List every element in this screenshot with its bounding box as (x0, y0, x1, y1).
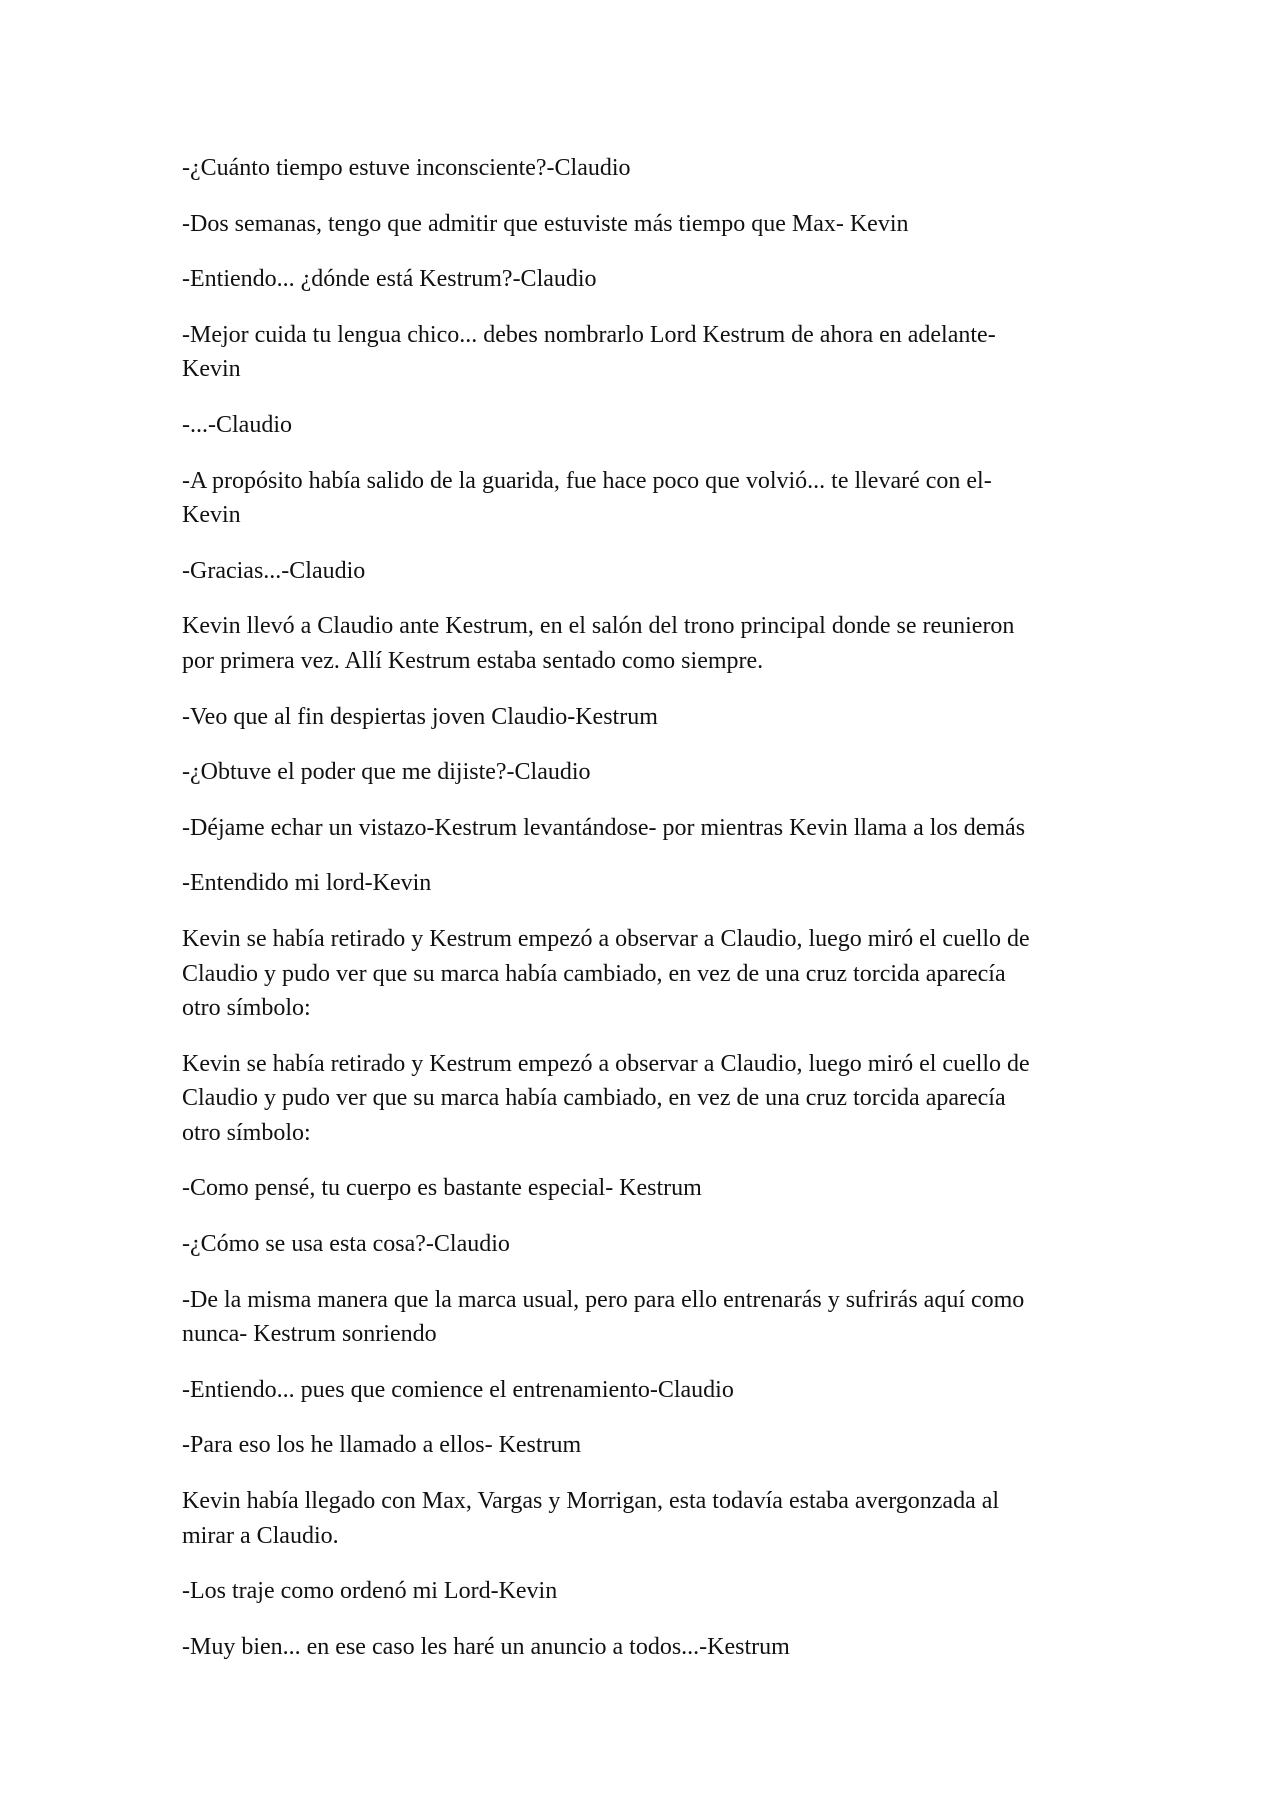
paragraph (182, 318, 1102, 387)
paragraph (182, 1047, 1102, 1151)
text-line: por primera vez. Allí Kestrum estaba sentado como siempre. (182, 647, 764, 674)
text-line: -Como pensé, tu cuerpo es bastante especial- Kestrum (182, 1175, 702, 1202)
paragraph (182, 1227, 1102, 1262)
text-line: Kevin se había retirado y Kestrum empezó a observar a Claudio, luego miró el cuello de (182, 925, 1030, 952)
paragraph (182, 1373, 1102, 1408)
paragraph (182, 554, 1102, 589)
paragraph (182, 151, 1102, 186)
paragraph (182, 922, 1102, 1026)
text-line: otro símbolo: (182, 1119, 311, 1146)
text-line: -Entendido mi lord-Kevin (182, 870, 432, 897)
text-line: -Entiendo... pues que comience el entrenamiento-Claudio (182, 1376, 734, 1403)
text-line: Kevin (182, 356, 241, 383)
paragraph (182, 700, 1102, 735)
text-line: -Veo que al fin despiertas joven Claudio-Kestrum (182, 703, 658, 730)
text-line: -¿Obtuve el poder que me dijiste?-Claudio (182, 759, 591, 786)
text-line: -Gracias...-Claudio (182, 557, 366, 584)
paragraph (182, 1283, 1102, 1352)
paragraph (182, 262, 1102, 297)
text-line: -Muy bien... en ese caso les haré un anuncio a todos...-Kestrum (182, 1633, 790, 1660)
paragraph (182, 1428, 1102, 1463)
text-line: Claudio y pudo ver que su marca había cambiado, en vez de una cruz torcida aparecía (182, 960, 1006, 987)
paragraph (182, 207, 1102, 242)
text-line: -Déjame echar un vistazo-Kestrum levantándose- por mientras Kevin llama a los demás (182, 814, 1026, 841)
paragraph (182, 866, 1102, 901)
text-line: -¿Cuánto tiempo estuve inconsciente?-Claudio (182, 155, 631, 181)
text-line: Kevin había llegado con Max, Vargas y Morrigan, esta todavía estaba avergonzada al (182, 1488, 1000, 1515)
text-line: nunca- Kestrum sonriendo (182, 1321, 437, 1348)
paragraph (182, 1171, 1102, 1206)
text-line: -Dos semanas, tengo que admitir que estuviste más tiempo que Max- Kevin (182, 210, 909, 237)
paragraph (182, 1630, 1102, 1665)
text-line: -Mejor cuida tu lengua chico... debes nombrarlo Lord Kestrum de ahora en adelante- (182, 321, 996, 348)
text-line: -Entiendo... ¿dónde está Kestrum?-Claudio (182, 266, 597, 293)
text-line: otro símbolo: (182, 995, 311, 1022)
text-line: Kevin llevó a Claudio ante Kestrum, en el salón del trono principal donde se reunieron (182, 613, 1015, 640)
text-line: Claudio y pudo ver que su marca había cambiado, en vez de una cruz torcida aparecía (182, 1085, 1006, 1112)
text-line: Kevin (182, 502, 241, 529)
paragraph (182, 811, 1102, 846)
text-line: -Los traje como ordenó mi Lord-Kevin (182, 1578, 558, 1605)
text-line: Kevin se había retirado y Kestrum empezó a observar a Claudio, luego miró el cuello de (182, 1050, 1030, 1077)
text-line: -A propósito había salido de la guarida, fue hace poco que volvió... te llevaré con el- (182, 467, 992, 494)
text-line: -Para eso los he llamado a ellos- Kestrum (182, 1432, 582, 1459)
paragraph (182, 1484, 1102, 1553)
text-line: -¿Cómo se usa esta cosa?-Claudio (182, 1231, 510, 1258)
paragraph (182, 1574, 1102, 1609)
paragraph (182, 464, 1102, 533)
text-line: -...-Claudio (182, 411, 292, 438)
text-line: -De la misma manera que la marca usual, pero para ello entrenarás y sufrirás aquí como (182, 1286, 1025, 1313)
paragraph (182, 609, 1102, 678)
paragraph (182, 408, 1102, 443)
text-line: mirar a Claudio. (182, 1522, 339, 1549)
document-page (182, 151, 1102, 1685)
paragraph (182, 755, 1102, 790)
